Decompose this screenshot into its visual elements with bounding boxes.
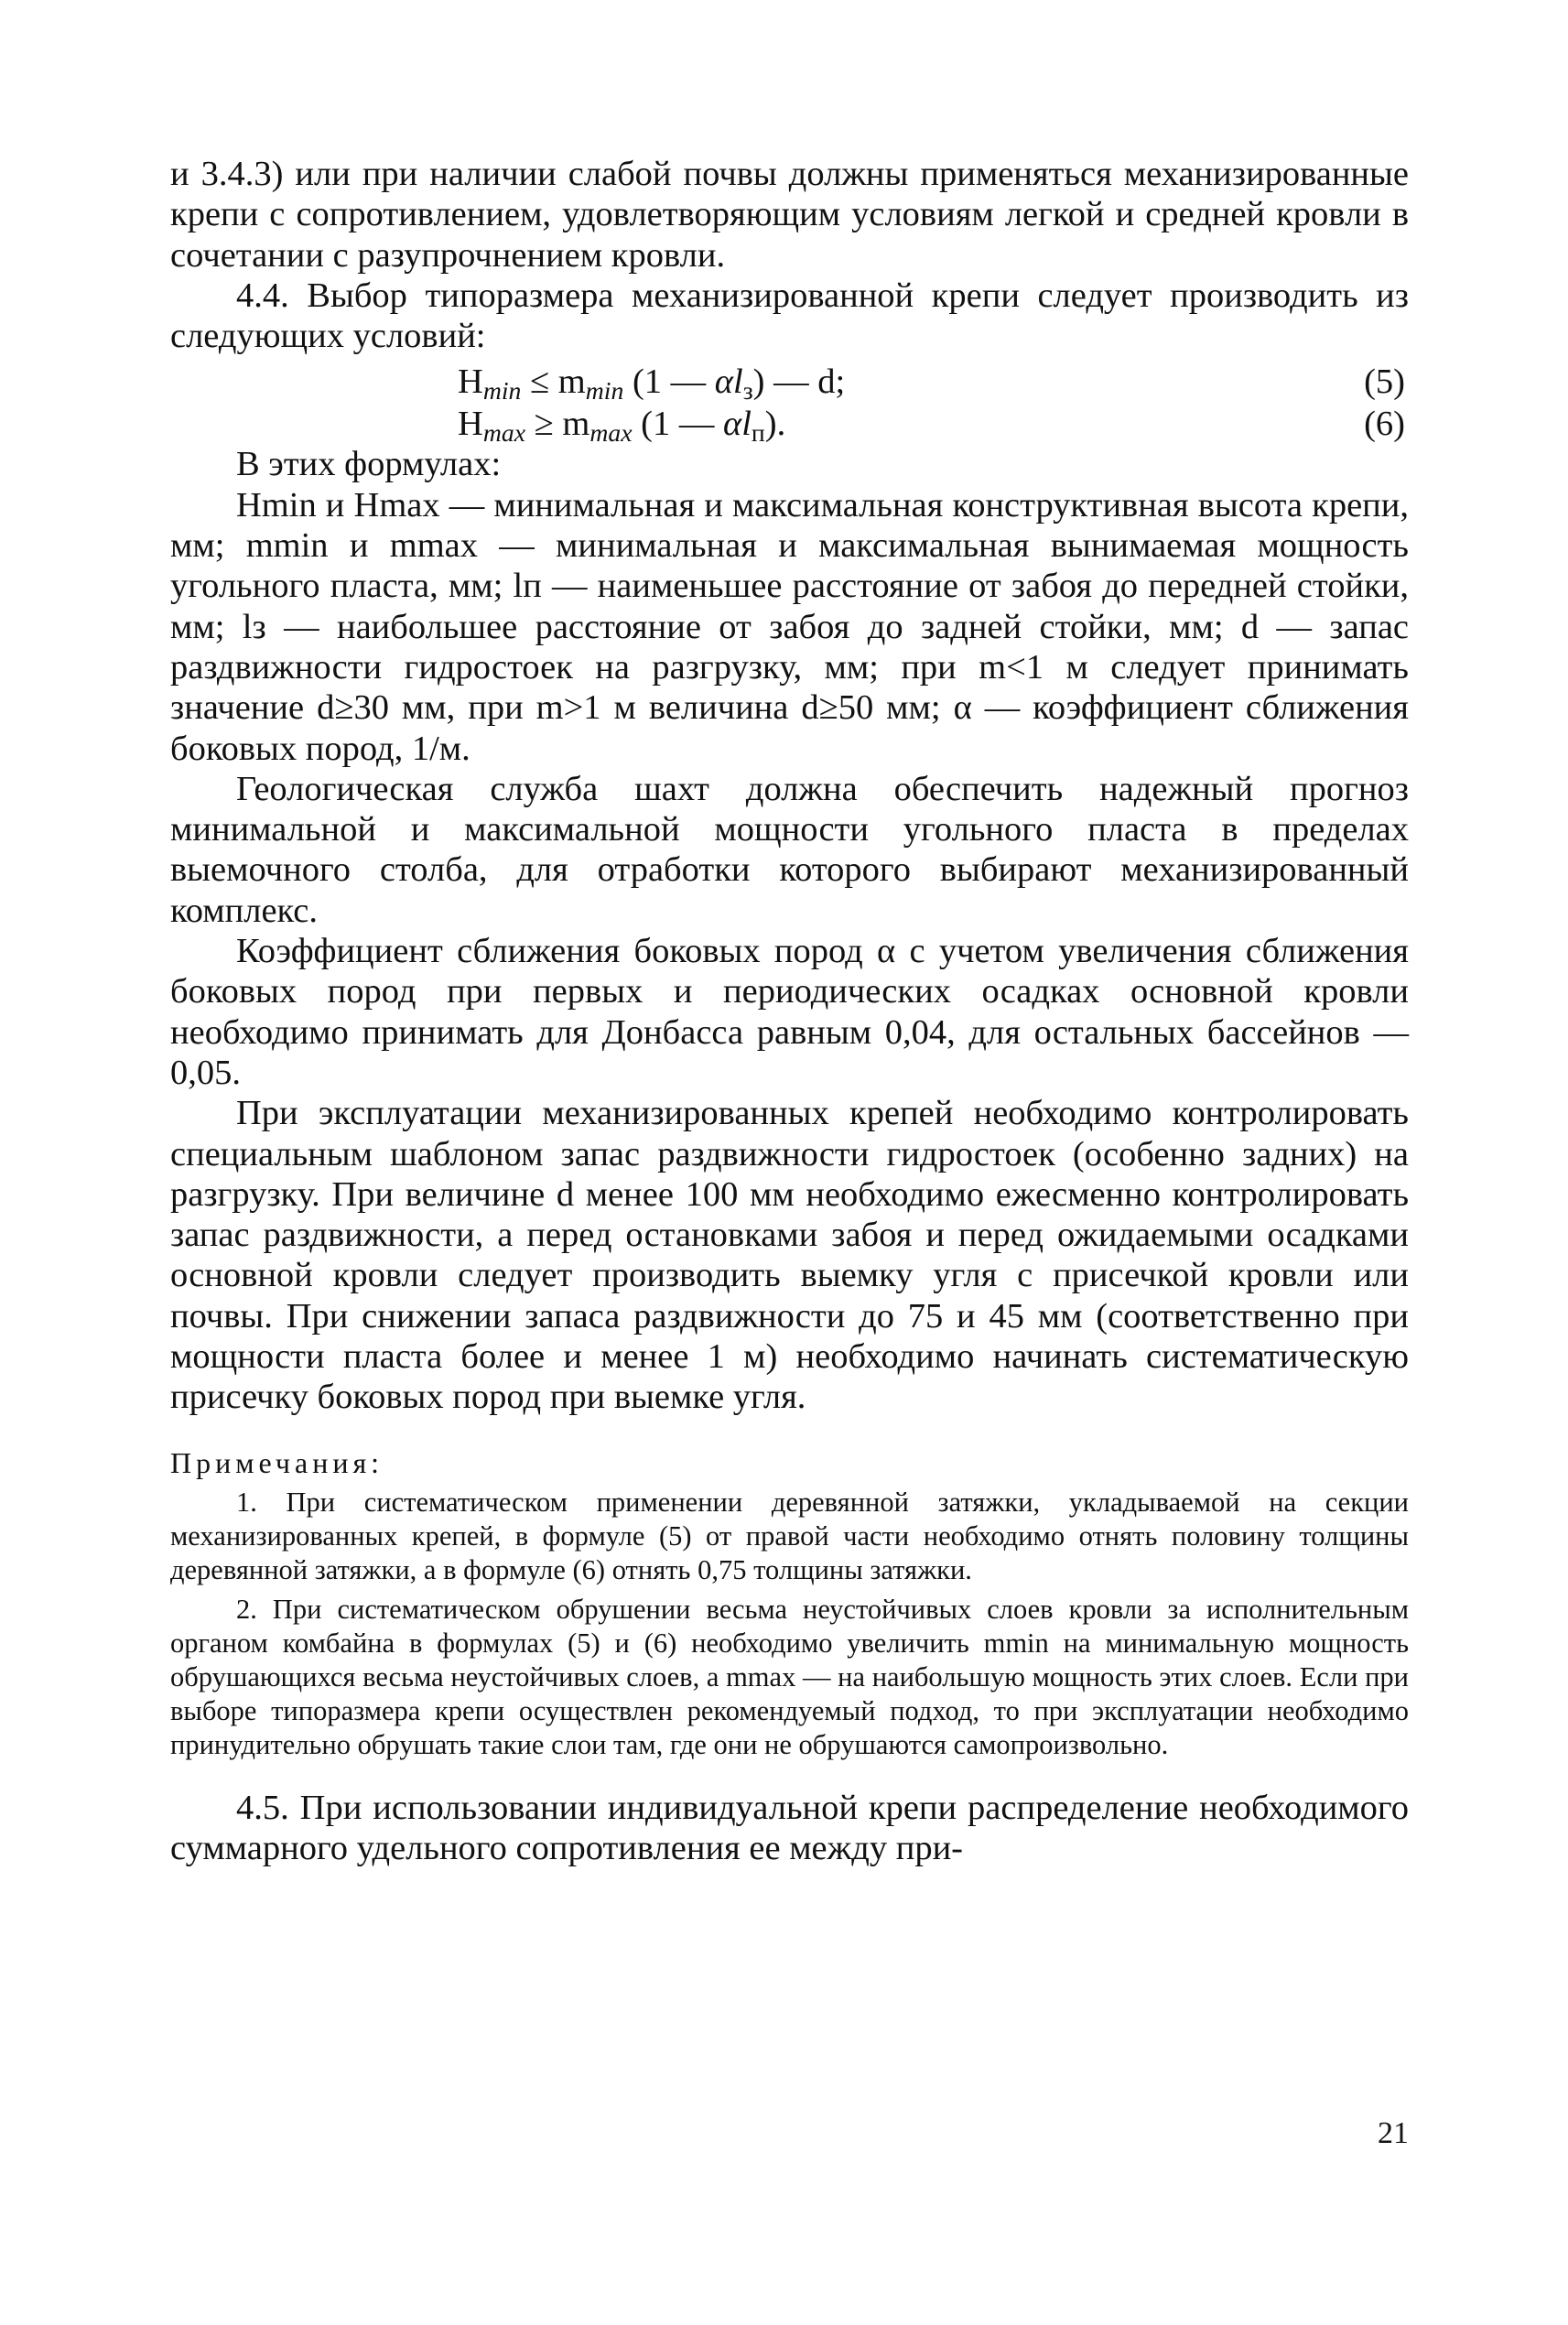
definitions-paragraph: Hmin и Hmax — минимальная и максимальная конструктивная высота крепи, мм; mmin и mmax — минимальная и максимальная вынимаемая мощность угольного пласта, мм; lп — наименьшее расстояние от забоя до передней стойки, мм; lз — наибольшее расстояние от забоя до задней стойки, мм; d — запас раздвижности гидростоек на разгрузку, мм; при m<1 м следует принимать значение d≥30 мм, при m>1 м величина d≥50 мм; α — коэффициент сближения боковых пород, 1/м. (170, 485, 1409, 768)
notes-heading: Примечания: (170, 1445, 384, 1479)
page-number: 21 (1378, 2116, 1409, 2150)
section-4-4: 4.4. Выбор типоразмера механизированной крепи следует производить из следующих условий: (170, 276, 1409, 356)
note-2: 2. При систематическом обрушении весьма неустойчивых слоев кровли за исполнительным органом комбайна в формулах (5) и (6) необходимо увеличить mmin на минимальную мощность обрушающихся весьма неустойчивых слоев, а mmax — на наибольшую мощность этих слоев. Если при выборе типоразмера крепи осуществлен рекомендуемый подход, то при эксплуатации необходимо принудительно обрушать такие слои там, где они не обрушаются самопроизвольно. (170, 1593, 1409, 1760)
geology-paragraph: Геологическая служба шахт должна обеспечить надежный прогноз минимальной и максимальной мощности угольного пласта в пределах выемочного столба, для отработки которого выбирают механизированный комплекс. (170, 769, 1409, 930)
paragraph-top: и 3.4.3) или при наличии слабой почвы должны применяться механизированные крепи с сопротивлением, удовлетворяющим условиям легкой и средней кровли в сочетании с разупрочнением кровли. (170, 155, 1409, 275)
section-4-5: 4.5. При использовании индивидуальной крепи распределение необходимого суммарного удельного сопротивления ее между при- (170, 1788, 1409, 1867)
exploitation-paragraph: При эксплуатации механизированных крепей необходимо контролировать специальным шаблоном запас раздвижности гидростоек (особенно задних) на разгрузку. При величине d менее 100 мм необходимо ежесменно контролировать запас раздвижности, а перед остановками забоя и перед ожидаемыми осадками основной кровли следует производить выемку угля с присечкой кровли или почвы. При снижении запаса раздвижности до 75 и 45 мм (соответственно при мощности пласта более и менее 1 м) необходимо начинать систематическую присечку боковых пород при выемке угля. (170, 1094, 1409, 1417)
formula-5-number: (5) (1364, 362, 1405, 402)
formula-6-number: (6) (1364, 405, 1405, 444)
formula-6: $H_{max} \ge m_{max}$ (1 — $\alpha l_п$). (458, 405, 786, 448)
page-body (170, 154, 1409, 1868)
coefficient-paragraph: Коэффициент сближения боковых пород α с учетом увеличения сближения боковых пород при первых и периодических осадках основной кровли необходимо принимать для Донбасса равным 0,04, для остальных бассейнов — 0,05. (170, 932, 1409, 1092)
formula-5: $H_{min} \le m_{min}$ (1 — $\alpha l_з$) — d; (458, 362, 846, 406)
note-1: 1. При систематическом применении деревянной затяжки, укладываемой на секции механизированных крепей, в формуле (5) от правой части необходимо отнять половину толщины деревянной затяжки, а в формуле (6) отнять 0,75 толщины затяжки. (170, 1486, 1409, 1585)
formula-block (170, 356, 1409, 448)
in-formulas-heading: В этих формулах: (236, 445, 502, 484)
